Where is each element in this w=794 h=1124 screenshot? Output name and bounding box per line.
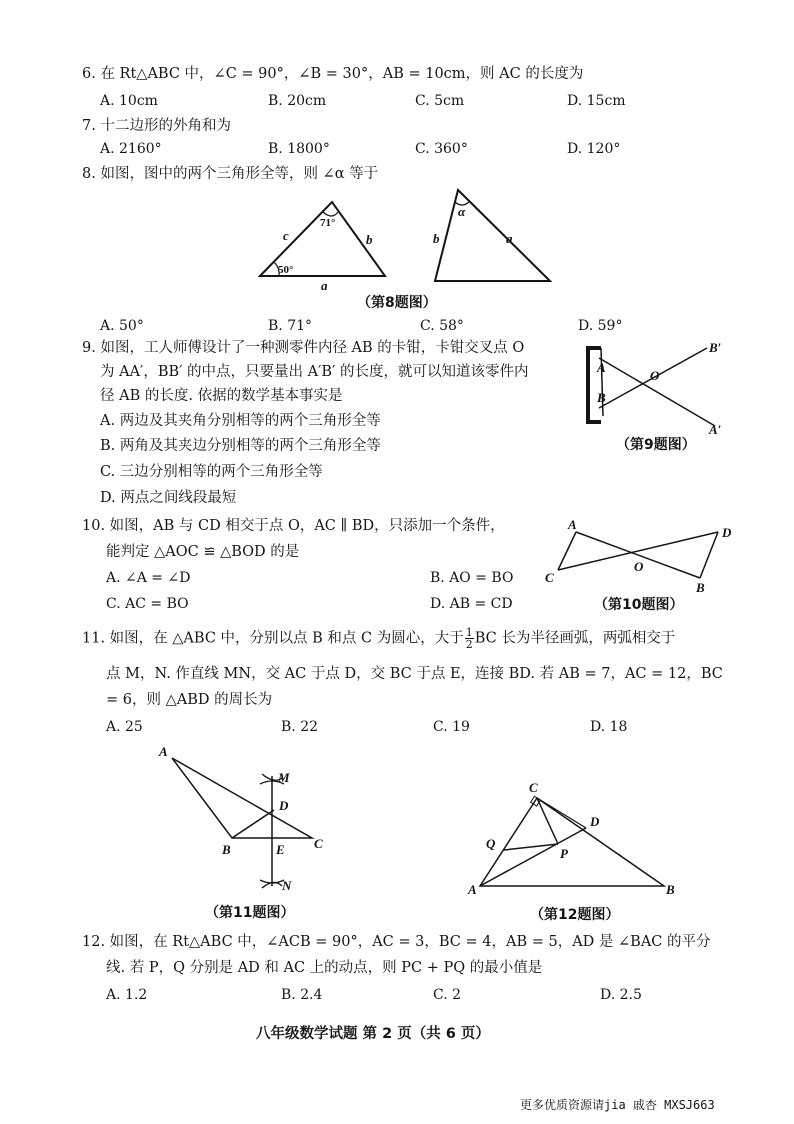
q9-label-b-prime: B′ [709,340,722,355]
q11-label-n: N [282,878,292,893]
q9-label-a: A [597,360,606,375]
q6-option-d: D. 15cm [567,93,626,109]
q10-stem-line2: 能判定 △AOC ≌ △BOD 的是 [106,544,300,560]
q8-right-triangle [435,190,550,281]
q9-option-d: D. 两点之间线段最短 [100,490,237,506]
q11-stem-line1 [82,627,675,650]
q11-option-b: B. 22 [281,719,319,735]
q8-right-side-a: a [506,231,513,246]
q12-label-c: C [529,780,538,795]
q7-option-c: C. 360° [415,141,468,157]
q8-angle-71: 71° [320,217,336,229]
q11-option-d: D. 18 [590,719,628,735]
q11-triangle-abc [172,758,312,838]
q6-option-b: B. 20cm [268,93,327,109]
q12-option-d: D. 2.5 [600,987,642,1003]
q11-label-a: A [159,744,168,759]
q9-figure-caption: （第9题图） [616,437,696,453]
q9-figure [585,336,735,436]
q10-label-c: C [545,570,554,585]
q11-figure-caption: （第11题图） [205,905,295,921]
q11-figure [150,740,350,900]
q11-stem-line3: = 6，则 △ABD 的周长为 [106,692,273,708]
q9-label-o: O [650,368,660,383]
q12-label-q: Q [486,836,496,851]
q12-option-b: B. 2.4 [281,987,323,1003]
q10-figure [540,516,740,596]
q12-figure [460,776,690,898]
q11-stem-line1-pre: 11. 如图，在 △ABC 中，分别以点 B 和点 C 为圆心，大于 [82,630,464,647]
q10-option-a: A. ∠A = ∠D [106,570,191,586]
q12-stem-line1: 12. 如图，在 Rt△ABC 中，∠ACB = 90°，AC = 3，BC = 4，AB = 5，AD 是 ∠BAC 的平分 [82,934,711,950]
q11-stem-line1-post: BC 长为半径画弧，两弧相交于 [474,630,676,647]
q12-label-a: A [468,882,477,897]
q10-label-d: D [722,525,732,540]
q11-segment-bd [232,810,274,838]
q11-stem-line2: 点 M，N. 作直线 MN，交 AC 于点 D，交 BC 于点 E，连接 BD. 若 AB = 7，AC = 12，BC [106,666,723,682]
q8-figure-caption: （第8题图） [357,295,437,311]
q12-triangle-abc [480,798,664,886]
q8-left-side-c: c [283,228,289,243]
q10-stem-line1: 10. 如图，AB 与 CD 相交于点 O，AC ∥ BD，只添加一个条件， [82,518,505,534]
q9-label-a-prime: A′ [709,422,722,436]
q11-label-c: C [314,836,323,851]
q7-option-b: B. 1800° [268,141,330,157]
q12-label-p: P [560,846,568,861]
q11-option-c: C. 19 [433,719,470,735]
q12-option-c: C. 2 [433,987,462,1003]
q11-label-e: E [276,842,285,857]
q12-label-d: D [590,814,600,829]
q10-label-b: B [696,580,705,595]
q11-label-b: B [222,842,231,857]
q11-label-d: D [279,798,289,813]
q8-option-a: A. 50° [100,318,144,334]
q8-stem: 8. 如图，图中的两个三角形全等，则 ∠α 等于 [82,166,379,182]
q8-option-d: D. 59° [578,318,623,334]
q10-option-d: D. AB = CD [430,596,513,612]
q8-angle-alpha: α [458,204,466,219]
q9-option-a: A. 两边及其夹角分别相等的两个三角形全等 [100,413,381,429]
q11-label-m: M [278,770,290,785]
q9-stem-line1: 9. 如图，工人师傅设计了一种测零件内径 AB 的卡钳，卡钳交叉点 O [82,340,525,356]
page-footer: 八年级数学试题 第 2 页（共 6 页） [256,1026,490,1042]
q12-option-a: A. 1.2 [106,987,148,1003]
q9-option-c: C. 三边分别相等的两个三角形全等 [100,464,323,480]
q8-angle-50: 50° [278,264,294,276]
q6-stem: 6. 在 Rt△ABC 中，∠C = 90°，∠B = 30°，AB = 10cm，则 AC 的长度为 [82,66,584,82]
q8-figure [250,188,560,296]
q8-option-c: C. 58° [420,318,464,334]
q9-stem-line2: 为 AA′，BB′ 的中点，只要量出 A′B′ 的长度，就可以知道该零件内 [100,364,529,380]
q7-option-d: D. 120° [567,141,621,157]
q11-fraction [465,627,474,650]
q12-segment-ad [480,828,586,886]
q9-stem-line3: 径 AB 的长度. 依据的数学基本事实是 [100,388,343,404]
q9-label-b: B [597,390,606,405]
q7-option-a: A. 2160° [100,141,162,157]
q12-label-b: B [666,882,675,897]
q10-option-c: C. AC = BO [106,596,189,612]
q10-label-a: A [568,517,577,532]
q11-fraction-num: 1 [465,626,473,639]
q8-left-side-b: b [366,232,373,247]
q6-option-c: C. 5cm [415,93,465,109]
q12-figure-caption: （第12题图） [530,907,620,923]
q8-right-side-b: b [433,231,440,246]
q8-left-side-a: a [321,278,328,293]
q7-stem: 7. 十二边形的外角和为 [82,118,231,134]
q8-option-b: B. 71° [268,318,313,334]
q10-label-o: O [634,559,644,574]
q11-fraction-den: 2 [465,638,473,651]
watermark-text: 更多优质资源请jia 戚杏 MXSJ663 [520,1098,715,1112]
q12-stem-line2: 线. 若 P，Q 分别是 AD 和 AC 上的动点，则 PC + PQ 的最小值是 [106,960,543,976]
q9-option-b: B. 两角及其夹边分别相等的两个三角形全等 [100,438,381,454]
q10-option-b: B. AO = BO [430,570,514,586]
q6-option-a: A. 10cm [100,93,158,109]
q11-option-a: A. 25 [106,719,143,735]
q10-figure-caption: （第10题图） [594,597,684,613]
